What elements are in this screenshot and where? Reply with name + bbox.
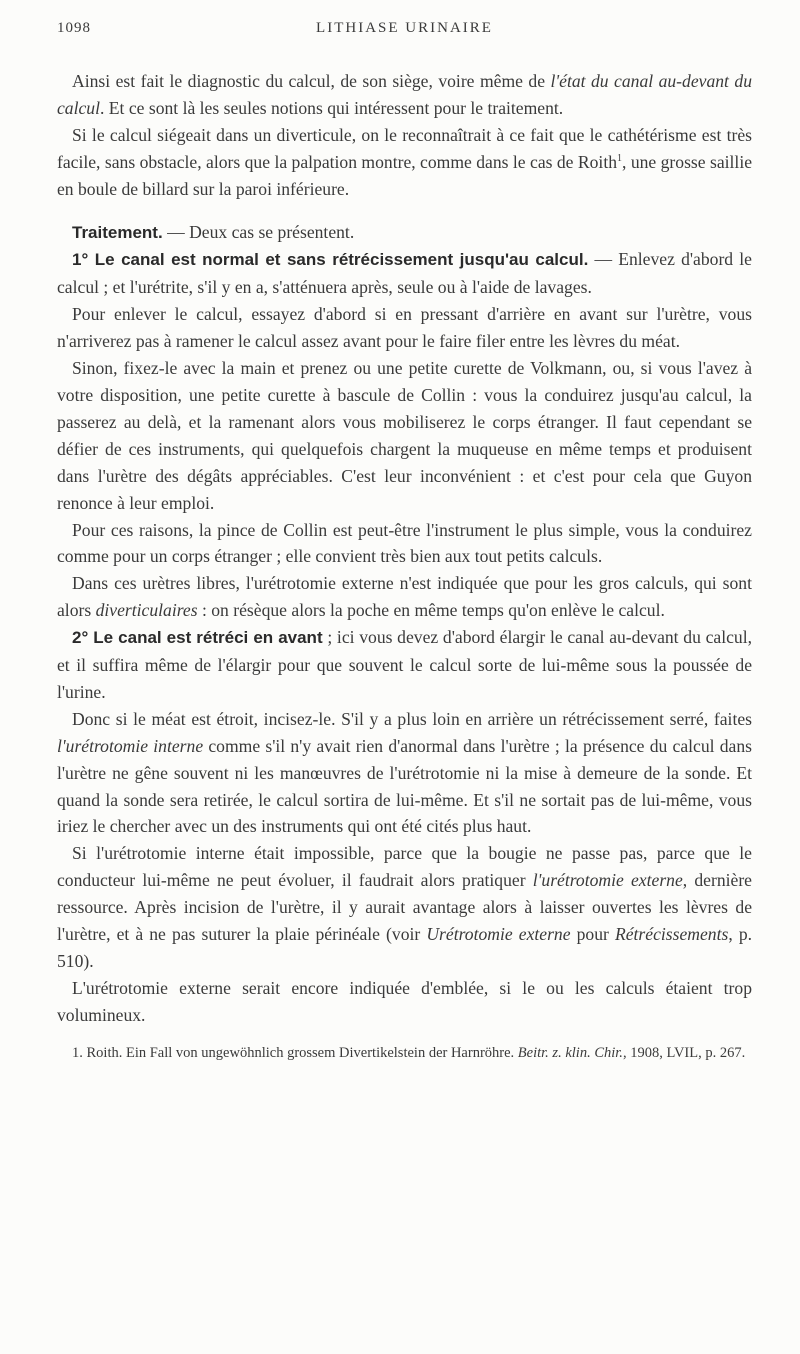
- text-run: . Et ce sont là les seules notions qui intéressent pour le traitement.: [100, 97, 564, 118]
- text-run: Sinon, fixez-le avec la main et prenez ou une petite curette de Volkmann, ou, si vous l'avez à votre disposition, une petite curette à bascule de Collin : vous la conduirez jusqu'au calcul, la passerez au delà, et la ramenant alors vous mobiliserez le corps étranger. Il faut cependant se défier de ces instruments, qui quelquefois chargent la muqueuse en même temps et produisent dans l'urètre des dégâts appréciables. C'est leur inconvénient : et c'est pour cela que Guyon renonce à leur emploi.: [57, 358, 752, 513]
- bold-heading: 1° Le canal est normal et sans rétrécissement jusqu'au calcul.: [72, 250, 589, 270]
- footnote-ref: 1: [617, 152, 623, 164]
- page-header: [57, 0, 752, 68]
- italic-text: Urétrotomie externe: [426, 924, 571, 945]
- text-run: : on résèque alors la poche en même temps qu'on enlève le calcul.: [197, 600, 665, 621]
- paragraph: [57, 570, 752, 624]
- footnote: [57, 1043, 752, 1064]
- body-text: [57, 68, 752, 1029]
- running-head: LITHIASE URINAIRE: [316, 20, 493, 36]
- text-run: , p. 510).: [57, 924, 753, 971]
- paragraph: [57, 624, 752, 706]
- text-run: — Enlevez d'abord le calcul ; et l'urétrite, s'il y en a, s'atténuera après, seule ou à l'aide de lavages.: [57, 249, 752, 298]
- footnotes: [57, 1043, 752, 1064]
- text-run: Dans ces urètres libres, l'urétrotomie externe n'est indiquée que pour les gros calculs, qui sont alors: [57, 573, 752, 621]
- text-run: Pour enlever le calcul, essayez d'abord si en pressant d'arrière en avant sur l'urètre, vous n'arriverez pas à ramener le calcul assez avant pour le faire filer entre les lèvres du méat.: [57, 304, 752, 352]
- paragraph: [57, 355, 752, 516]
- text-run: , dernière ressource. Après incision de l'urètre, il y aurait avantage alors à laisser ouvertes les lèvres de l'urètre, et à ne pas suturer la plaie périnéale (voir: [57, 870, 752, 945]
- text-run: Ainsi est fait le diagnostic du calcul, de son siège, voire même de: [72, 71, 551, 91]
- italic-text: Rétrécissements: [614, 924, 729, 945]
- italic-text: l'urétrotomie externe: [532, 870, 683, 891]
- page-number: 1098: [57, 20, 91, 36]
- bold-heading: Traitement.: [72, 222, 163, 242]
- paragraph: [57, 975, 752, 1029]
- paragraph: [57, 68, 752, 122]
- text-run: 1. Roith. Ein Fall von ungewöhnlich grossem Divertikelstein der Harnröhre.: [72, 1044, 518, 1061]
- italic-text: diverticulaires: [95, 600, 198, 621]
- text-run: Si l'urétrotomie interne était impossible, parce que la bougie ne passe pas, parce que le conducteur lui-même ne peut évoluer, il faudrait alors pratiquer: [57, 843, 752, 891]
- paragraph: [57, 840, 752, 975]
- text-run: ; ici vous devez d'abord élargir le canal au-devant du calcul, et il suffira même de l'élargir pour que souvent le calcul sorte de lui-même sous la poussée de l'urine.: [57, 627, 752, 702]
- paragraph: [57, 706, 752, 841]
- text-run: Si le calcul siégeait dans un diverticule, on le reconnaîtrait à ce fait que le cathétérisme est très facile, sans obstacle, alors que la palpation montre, comme dans le cas de Roith: [57, 124, 752, 172]
- italic-text: Beitr. z. klin. Chir.: [517, 1044, 623, 1061]
- text-run: , 1908, LVIL, p. 267.: [622, 1044, 746, 1061]
- paragraph: [57, 122, 752, 203]
- italic-text: l'urétrotomie interne: [57, 735, 204, 756]
- bold-heading: 2° Le canal est rétréci en avant: [72, 628, 323, 648]
- text-run: comme s'il n'y avait rien d'anormal dans l'urètre ; la présence du calcul dans l'urètre ne gêne souvent ni les manœuvres de l'urétrotomie ni la mise à demeure de la sonde. Et quand la sonde sera retirée, le calcul sortira de lui-même. Et s'il ne sortait pas de lui-même, vous iriez le chercher avec un des instruments qui ont été cités plus haut.: [57, 735, 752, 837]
- paragraph: [57, 219, 752, 247]
- paragraph: [57, 517, 752, 571]
- text-run: L'urétrotomie externe serait encore indiquée d'emblée, si le ou les calculs étaient trop volumineux.: [57, 977, 752, 1025]
- text-run: Pour ces raisons, la pince de Collin est peut-être l'instrument le plus simple, vous la conduirez comme pour un corps étranger ; elle convient très bien aux tout petits calculs.: [57, 519, 752, 567]
- text-run: — Deux cas se présentent.: [162, 221, 355, 242]
- paragraph: [57, 301, 752, 355]
- text-run: pour: [570, 924, 615, 945]
- text-run: , une grosse saillie en boule de billard sur la paroi inférieure.: [57, 151, 753, 199]
- italic-text: l'état du canal au-devant du calcul: [57, 71, 752, 118]
- paragraph: [57, 246, 752, 301]
- text-run: Donc si le méat est étroit, incisez-le. S'il y a plus loin en arrière un rétrécissement serré, faites: [72, 708, 752, 729]
